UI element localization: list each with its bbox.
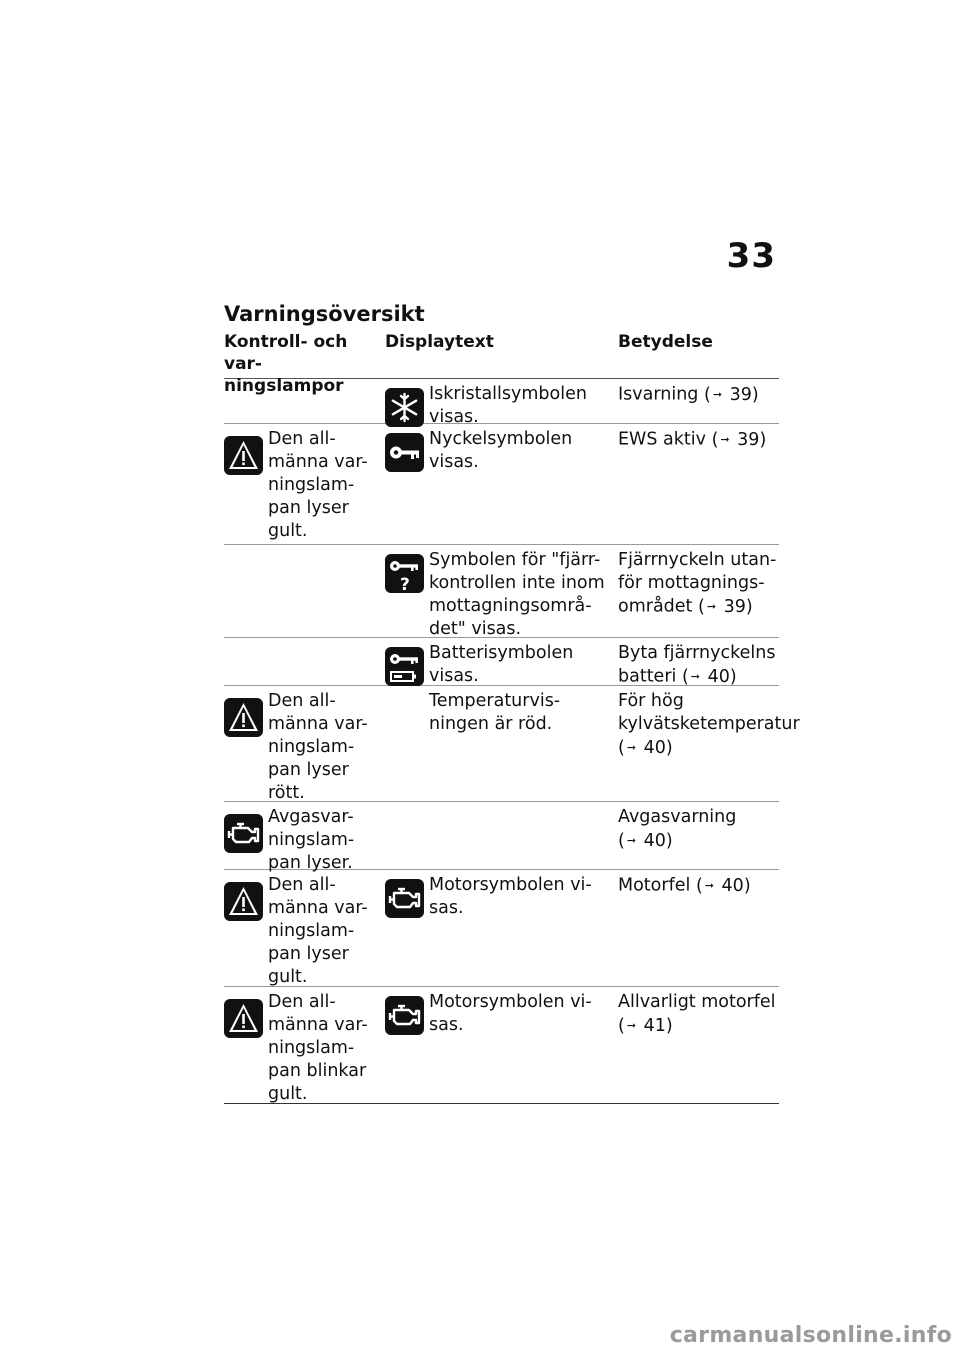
- page-reference-number: 40: [638, 830, 666, 851]
- display-text: Symbolen för "fjärr-kontrollen inte inom mottagningsområ-det" visas.: [429, 550, 605, 639]
- page-reference-number: 40: [715, 875, 744, 896]
- page-reference-link[interactable]: ( ➞ 39): [711, 429, 767, 450]
- snowflake-icon: [385, 388, 424, 427]
- engine-icon: [385, 879, 424, 918]
- page-reference-link[interactable]: ( ➞ 40): [695, 875, 751, 896]
- lamp-description: Den all- männa var- ningslam- pan lyser gult.: [268, 875, 368, 987]
- arrow-right-icon: ➞: [712, 388, 723, 401]
- meaning-text: Avgasvarning: [618, 807, 737, 827]
- meaning-cell: [618, 991, 780, 1038]
- display-text: Motorsymbolen vi-sas.: [429, 992, 592, 1035]
- arrow-right-icon: ➞: [690, 670, 701, 683]
- table-row: [224, 987, 779, 1104]
- footer-watermark: carmanualsonline.info: [669, 1323, 952, 1348]
- display-text: Nyckelsymbolen visas.: [429, 429, 573, 472]
- header-lamps: Kontroll- och var- ningslampor: [224, 332, 348, 396]
- display-text: Motorsymbolen vi-sas.: [429, 875, 592, 918]
- meaning-text: Fjärrnyckeln utan-för mottagnings-området: [618, 550, 777, 617]
- page-reference-number: 40: [702, 666, 730, 687]
- warning-triangle-icon: [224, 999, 263, 1038]
- meaning-text: Motorfel: [618, 875, 691, 896]
- meaning-cell: [618, 383, 780, 407]
- warning-triangle-icon: [224, 436, 263, 475]
- section-title: Varningsöversikt: [224, 302, 425, 326]
- table-row: [224, 870, 779, 987]
- table-row: [224, 379, 779, 427]
- arrow-right-icon: ➞: [626, 834, 637, 847]
- table-row: [224, 802, 779, 873]
- meaning-cell: [618, 690, 800, 760]
- arrow-right-icon: ➞: [720, 433, 730, 446]
- svg-text:?: ?: [400, 575, 410, 593]
- meaning-text: Byta fjärrnyckelns batteri: [618, 643, 776, 687]
- meaning-cell: [618, 642, 780, 689]
- lamp-description: Den all- männa var- ningslam- pan blinkar gult.: [268, 992, 368, 1104]
- table-row: [224, 638, 779, 686]
- engine-icon: [385, 996, 424, 1035]
- arrow-right-icon: ➞: [626, 741, 637, 754]
- meaning-cell: [618, 428, 780, 452]
- lamp-description: Den all- männa var- ningslam- pan lyser gult.: [268, 429, 368, 541]
- warning-triangle-icon: [224, 882, 263, 921]
- meaning-cell: [618, 874, 780, 898]
- warning-table: [224, 331, 800, 1104]
- page-reference-link[interactable]: ( ➞ 40): [681, 666, 737, 687]
- meaning-text: Allvarligt motorfel: [618, 992, 776, 1012]
- page-reference-link[interactable]: ( ➞ 40): [618, 830, 673, 851]
- table-row: [224, 424, 779, 545]
- arrow-right-icon: ➞: [704, 879, 714, 892]
- page-reference-number: 39: [724, 384, 752, 405]
- header-meaning: Betydelse: [618, 332, 713, 352]
- page-reference-link[interactable]: ( ➞ 39): [698, 596, 753, 617]
- page-number: 33: [726, 236, 776, 276]
- meaning-text: För hög kylvätsketemperatur: [618, 691, 800, 734]
- page-reference-link[interactable]: ( ➞ 39): [703, 384, 759, 405]
- lamp-description: Avgasvar- ningslam- pan lyser.: [268, 807, 355, 873]
- page-reference-link[interactable]: ( ➞ 40): [618, 737, 673, 758]
- table-row: [224, 686, 800, 803]
- page-reference-number: 41: [638, 1015, 666, 1036]
- page-reference-number: 40: [638, 737, 666, 758]
- meaning-text: EWS aktiv: [618, 429, 706, 450]
- header-display-text: Displaytext: [385, 332, 494, 352]
- engine-icon: [224, 814, 263, 853]
- page-reference-number: 39: [718, 596, 746, 617]
- key-question-icon: [385, 554, 424, 593]
- table-row: [224, 545, 779, 638]
- arrow-right-icon: ➞: [706, 600, 717, 613]
- key-battery-icon: [385, 647, 424, 686]
- display-text: Iskristallsymbolen visas.: [429, 384, 587, 427]
- page-reference-number: 39: [731, 429, 760, 450]
- warning-triangle-icon: [224, 698, 263, 737]
- key-icon: [385, 433, 424, 472]
- meaning-cell: [618, 549, 780, 619]
- meaning-cell: [618, 806, 780, 853]
- lamp-description: Den all- männa var- ningslam- pan lyser rött.: [268, 691, 368, 803]
- display-text: Batterisymbolen visas.: [429, 643, 574, 686]
- page-reference-link[interactable]: ( ➞ 41): [618, 1015, 673, 1036]
- meaning-text: Isvarning: [618, 384, 699, 405]
- arrow-right-icon: ➞: [626, 1019, 637, 1032]
- display-text: Temperaturvis-ningen är röd.: [429, 691, 561, 734]
